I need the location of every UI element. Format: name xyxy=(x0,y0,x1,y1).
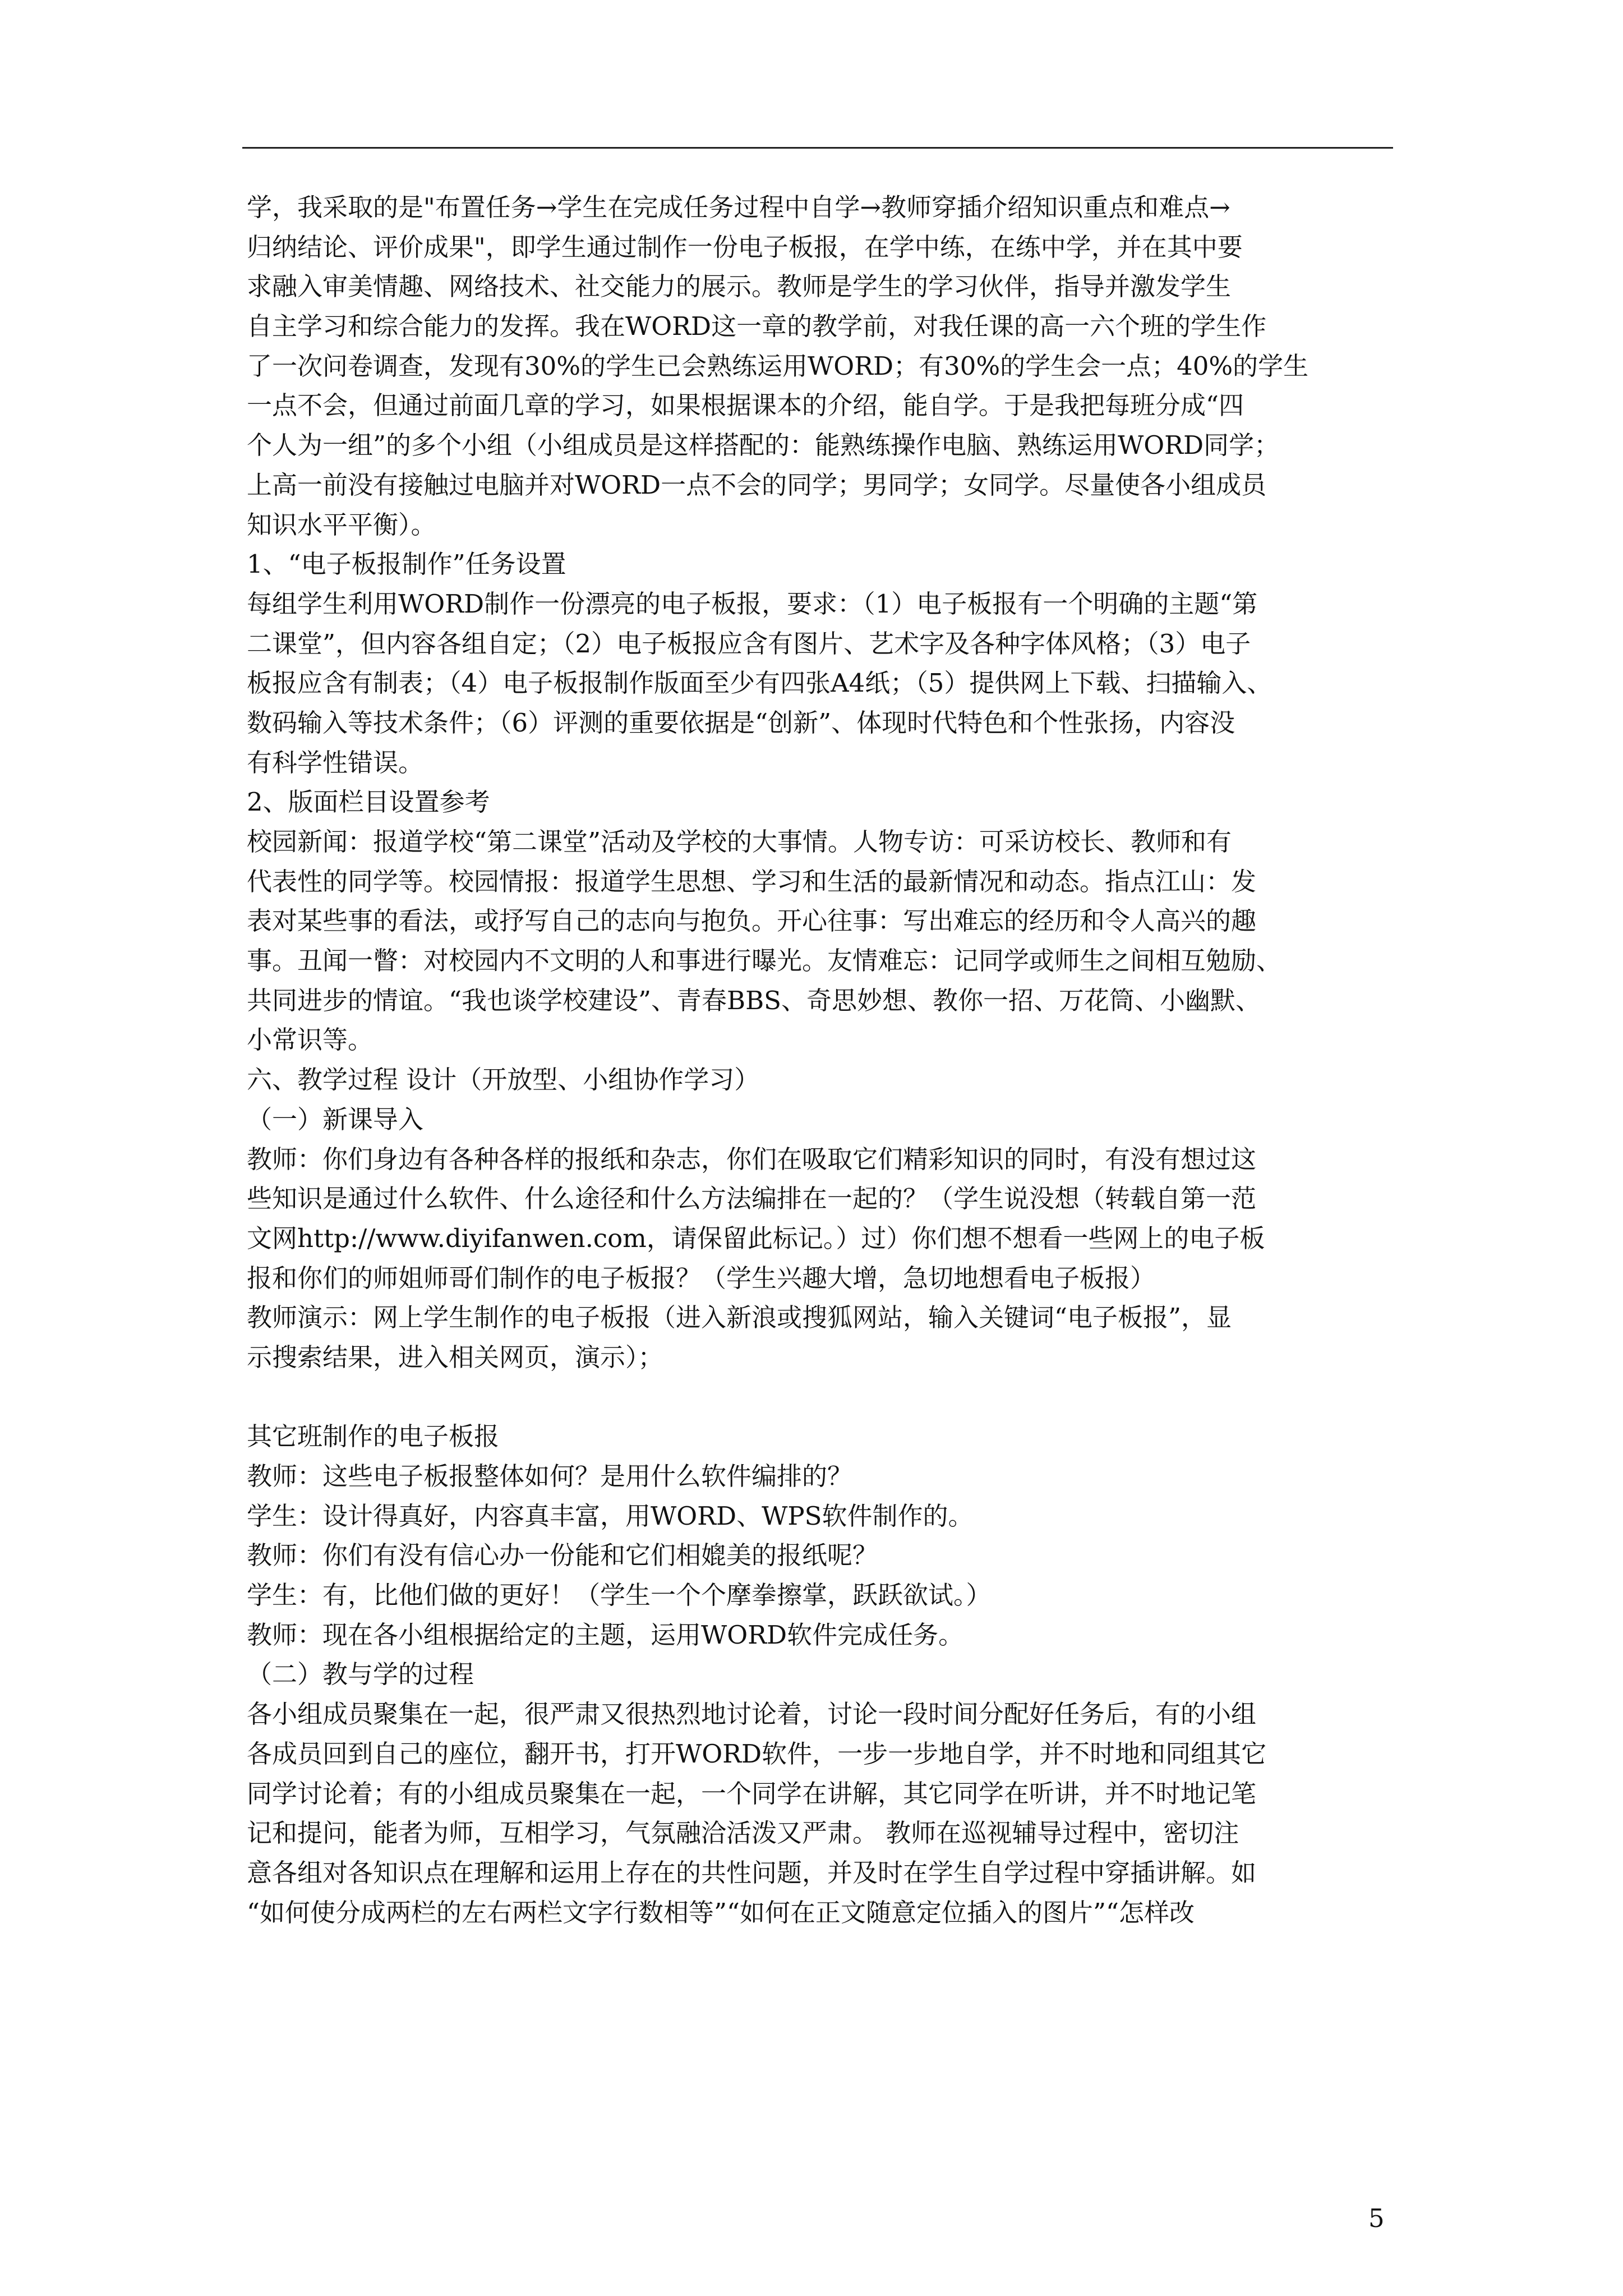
text-line: 示搜索结果，进入相关网页，演示）； xyxy=(247,1342,663,1372)
text-line: 1、“电子板报制作”任务设置 xyxy=(247,549,566,579)
text-line: 各成员回到自己的座位，翻开书，打开WORD软件，一步一步地自学，并不时地和同组其它 xyxy=(247,1738,1267,1769)
text-line: 文网http://www.diyifanwen.com，请保留此标记。）过）你们想不想看一些网上的电子板 xyxy=(247,1223,1265,1253)
header-rule xyxy=(242,147,1393,149)
text-line: 其它班制作的电子板报 xyxy=(247,1421,500,1452)
text-line: 二课堂”，但内容各组自定；（2）电子板报应含有图片、艺术字及各种字体风格；（3）电子 xyxy=(247,628,1251,659)
text-line: （二）教与学的过程 xyxy=(247,1659,474,1690)
text-line: 一点不会，但通过前面几章的学习，如果根据课本的介绍，能自学。于是我把每班分成“四 xyxy=(247,390,1244,421)
text-line: 每组学生利用WORD制作一份漂亮的电子板报，要求：（1）电子板报有一个明确的主题“第 xyxy=(247,588,1258,619)
text-line: 求融入审美情趣、网络技术、社交能力的展示。教师是学生的学习伙伴，指导并激发学生 xyxy=(247,272,1232,302)
text-line: 事。丑闻一瞥：对校园内不文明的人和事进行曝光。友情难忘：记同学或师生之间相互勉励、 xyxy=(247,946,1282,976)
text-line: 六、教学过程 设计（开放型、小组协作学习） xyxy=(247,1065,760,1095)
text-line: 教师：你们身边有各种各样的报纸和杂志，你们在吸取它们精彩知识的同时，有没有想过这 xyxy=(247,1144,1257,1174)
text-line: 了一次问卷调查，发现有30%的学生已会熟练运用WORD；有30%的学生会一点；40%的学生 xyxy=(247,351,1309,381)
blank-line xyxy=(247,1378,1398,1418)
text-line: 些知识是通过什么软件、什么途径和什么方法编排在一起的？（学生说没想（转载自第一范 xyxy=(247,1184,1257,1214)
text-line: 2、版面栏目设置参考 xyxy=(247,787,490,817)
text-line: 学，我采取的是"布置任务→学生在完成任务过程中自学→教师穿插介绍知识重点和难点→ xyxy=(247,192,1230,222)
text-line: 归纳结论、评价成果"，即学生通过制作一份电子板报，在学中练，在练中学，并在其中要 xyxy=(247,232,1243,262)
document-body xyxy=(247,188,1398,1932)
text-line: 上高一前没有接触过电脑并对WORD一点不会的同学；男同学；女同学。尽量使各小组成员 xyxy=(247,470,1267,500)
text-line: 校园新闻：报道学校“第二课堂”活动及学校的大事情。人物专访：可采访校长、教师和有 xyxy=(247,827,1232,857)
text-line: 小常识等。 xyxy=(247,1025,374,1055)
text-line: 代表性的同学等。校园情报：报道学生思想、学习和生活的最新情况和动态。指点江山：发 xyxy=(247,866,1257,896)
text-line: 教师：你们有没有信心办一份能和它们相媲美的报纸呢？ xyxy=(247,1540,878,1571)
text-line: 个人为一组”的多个小组（小组成员是这样搭配的：能熟练操作电脑、熟练运用WORD同学； xyxy=(247,430,1280,461)
text-line: 有科学性错误。 xyxy=(247,747,424,777)
text-line: 学生：设计得真好，内容真丰富，用WORD、WPS软件制作的。 xyxy=(247,1501,974,1531)
text-line: 教师：这些电子板报整体如何？是用什么软件编排的？ xyxy=(247,1461,853,1491)
text-line: 报和你们的师姐师哥们制作的电子板报？（学生兴趣大增，急切地想看电子板报） xyxy=(247,1263,1156,1293)
text-line: （一）新课导入 xyxy=(247,1104,424,1134)
text-line: 共同进步的情谊。“我也谈学校建设”、青春BBS、奇思妙想、教你一招、万花筒、小幽默、 xyxy=(247,985,1261,1015)
text-line: 记和提问，能者为师，互相学习，气氛融洽活泼又严肃。 教师在巡视辅导过程中，密切注 xyxy=(247,1818,1239,1848)
text-line: 表对某些事的看法，或抒写自己的志向与抱负。开心往事：写出难忘的经历和令人高兴的趣 xyxy=(247,906,1257,936)
page-number: 5 xyxy=(1368,2203,1385,2233)
text-line: 自主学习和综合能力的发挥。我在WORD这一章的教学前，对我任课的高一六个班的学生作 xyxy=(247,311,1267,342)
text-line: 教师演示：网上学生制作的电子板报（进入新浪或搜狐网站，输入关键词“电子板报”，显 xyxy=(247,1303,1232,1333)
text-line: 板报应含有制表；（4）电子板报制作版面至少有四张A4纸；（5）提供网上下载、扫描输入、 xyxy=(247,668,1272,698)
text-line: 知识水平平衡）。 xyxy=(247,509,436,540)
text-line: “如何使分成两栏的左右两栏文字行数相等”“如何在正文随意定位插入的图片”“怎样改 xyxy=(247,1897,1195,1927)
text-line: 教师：现在各小组根据给定的主题，运用WORD软件完成任务。 xyxy=(247,1619,964,1650)
text-line: 数码输入等技术条件；（6）评测的重要依据是“创新”、体现时代特色和个性张扬，内容没 xyxy=(247,707,1235,738)
text-line: 意各组对各知识点在理解和运用上存在的共性问题，并及时在学生自学过程中穿插讲解。如 xyxy=(247,1857,1257,1888)
text-line: 同学讨论着；有的小组成员聚集在一起，一个同学在讲解，其它同学在听讲，并不时地记笔 xyxy=(247,1778,1257,1809)
text-line: 各小组成员聚集在一起，很严肃又很热烈地讨论着，讨论一段时间分配好任务后，有的小组 xyxy=(247,1699,1257,1729)
text-line: 学生：有，比他们做的更好！（学生一个个摩拳擦掌，跃跃欲试。） xyxy=(247,1580,992,1611)
